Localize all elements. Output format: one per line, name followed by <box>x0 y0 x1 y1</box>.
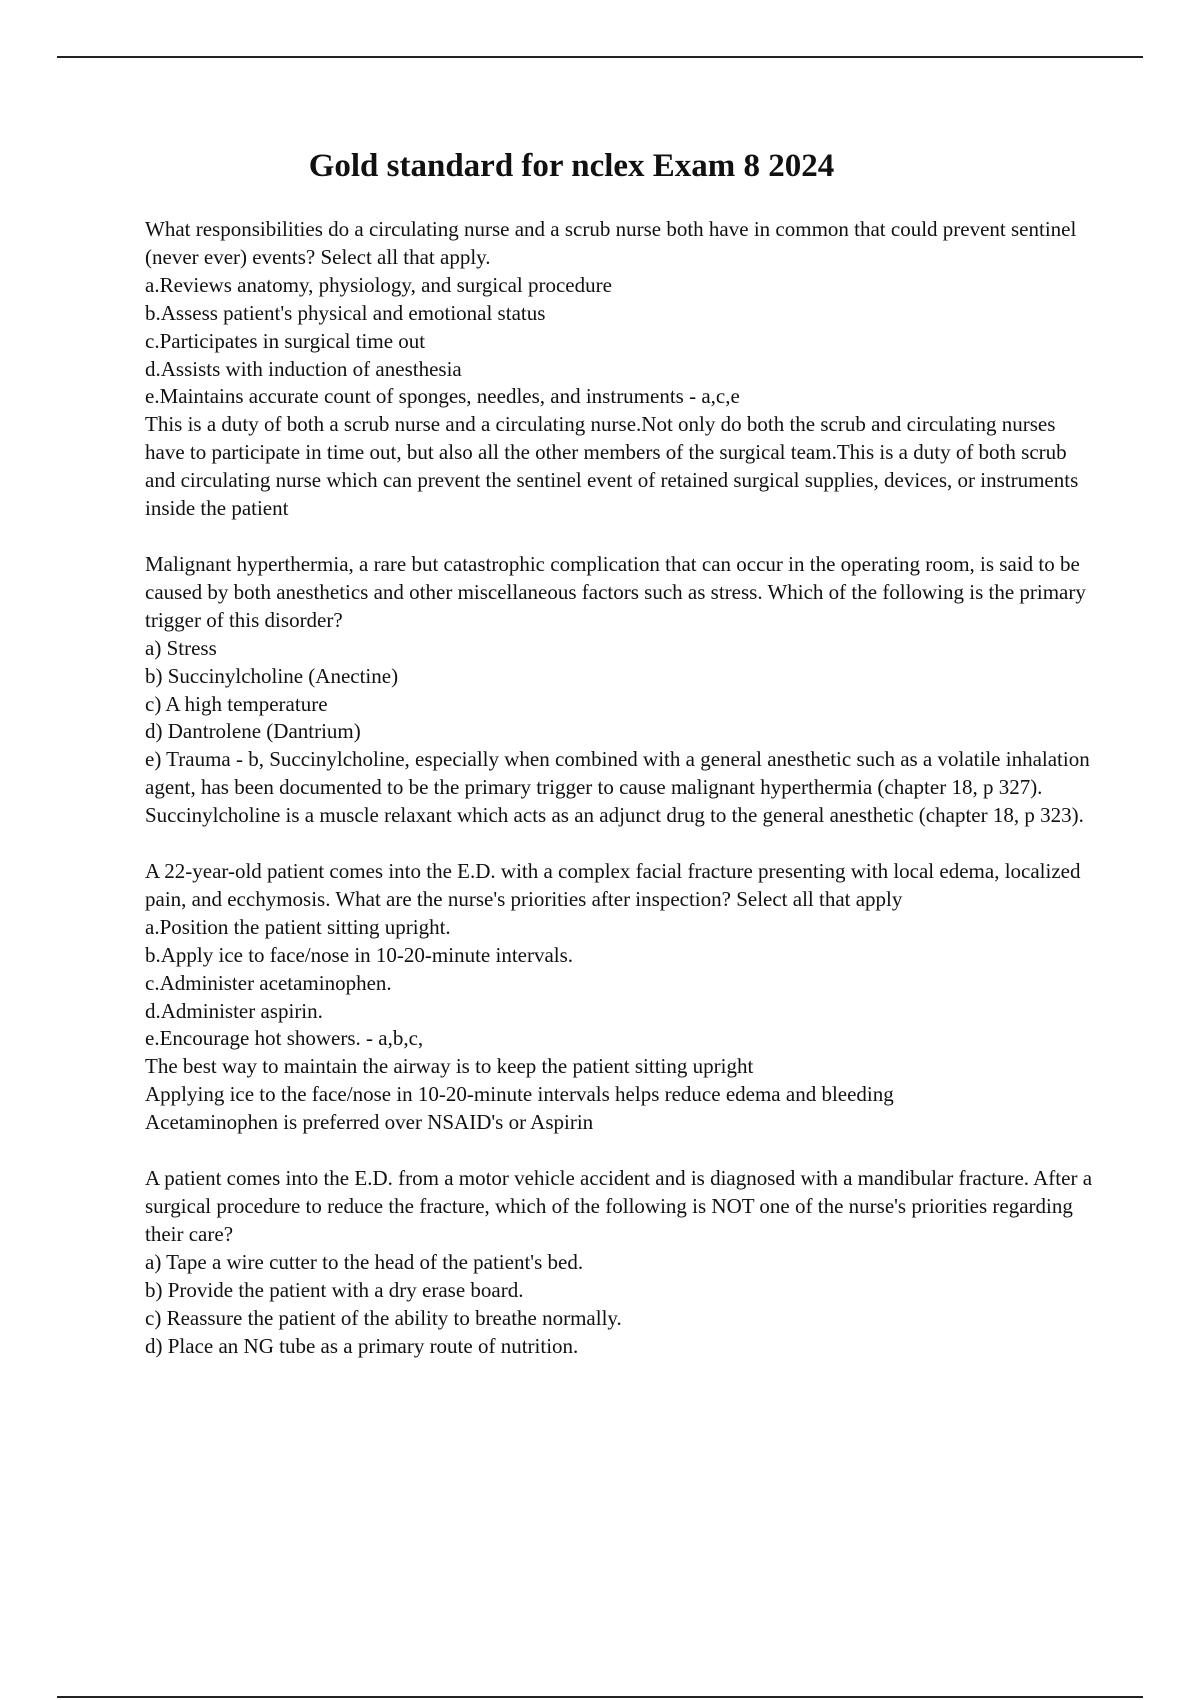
question-3-text: A 22-year-old patient comes into the E.D. with a complex facial fracture presenting with local edema, localized pain, and ecchymosis. What are the nurse's priorities after inspection? Select all that apply <box>145 859 1081 911</box>
question-3-rationale-3: Acetaminophen is preferred over NSAID's or Aspirin <box>145 1110 594 1135</box>
question-block-1 <box>145 216 1100 523</box>
question-1-rationale: This is a duty of both a scrub nurse and a circulating nurse.Not only do both the scrub and circulating nurses have to participate in time out, but also all the other members of the surgical team.This is a duty of both scrub and circulating nurse which can prevent the sentinel event of retained surgical supplies, devices, or instruments inside the patient <box>145 412 1079 521</box>
question-3-option-c: c.Administer acetaminophen. <box>145 970 392 995</box>
question-1-option-a: a.Reviews anatomy, physiology, and surgical procedure <box>145 272 612 297</box>
question-3-rationale-1: The best way to maintain the airway is to keep the patient sitting upright <box>145 1054 754 1079</box>
question-block-2 <box>145 551 1100 830</box>
question-2-option-d: d) Dantrolene (Dantrium) <box>145 719 361 744</box>
document-body <box>145 216 1100 1388</box>
bottom-rule <box>57 1696 1143 1698</box>
question-block-4 <box>145 1165 1100 1360</box>
question-2-option-b: b) Succinylcholine (Anectine) <box>145 663 399 688</box>
question-2-option-e-answer: e) Trauma - b, Succinylcholine, especially when combined with a general anesthetic such as a volatile inhalation agent, has been documented to be the primary trigger to cause malignant hyperthermia (chapter 18, p 327). Succinylcholine is a muscle relaxant which acts as an adjunct drug to the general anesthetic (chapter 18, p 323). <box>145 747 1090 828</box>
question-3-option-b: b.Apply ice to face/nose in 10-20-minute intervals. <box>145 942 574 967</box>
question-4-option-b: b) Provide the patient with a dry erase board. <box>145 1277 524 1302</box>
question-block-3 <box>145 858 1100 1137</box>
question-3-option-d: d.Administer aspirin. <box>145 998 323 1023</box>
question-3-rationale-2: Applying ice to the face/nose in 10-20-minute intervals helps reduce edema and bleeding <box>145 1082 894 1107</box>
question-1-option-c: c.Participates in surgical time out <box>145 328 426 353</box>
question-2-text: Malignant hyperthermia, a rare but catastrophic complication that can occur in the operating room, is said to be caused by both anesthetics and other miscellaneous factors such as stress. Which of the following is the primary trigger of this disorder? <box>145 551 1086 632</box>
question-2-option-c: c) A high temperature <box>145 691 328 716</box>
question-1-option-b: b.Assess patient's physical and emotional status <box>145 300 546 325</box>
question-4-option-d: d) Place an NG tube as a primary route of nutrition. <box>145 1333 579 1358</box>
question-1-option-d: d.Assists with induction of anesthesia <box>145 356 462 381</box>
question-1-option-e-answer: e.Maintains accurate count of sponges, needles, and instruments - a,c,e <box>145 384 740 409</box>
question-3-option-a: a.Position the patient sitting upright. <box>145 914 451 939</box>
question-4-text: A patient comes into the E.D. from a motor vehicle accident and is diagnosed with a mandibular fracture. After a surgical procedure to reduce the fracture, which of the following is NOT one of the nurse's priorities regarding their care? <box>145 1166 1093 1246</box>
question-4-option-a: a) Tape a wire cutter to the head of the patient's bed. <box>145 1249 584 1274</box>
top-rule <box>57 56 1143 58</box>
question-3-option-e-answer: e.Encourage hot showers. - a,b,c, <box>145 1026 424 1051</box>
question-1-text: What responsibilities do a circulating nurse and a scrub nurse both have in common that could prevent sentinel (never ever) events? Select all that apply. <box>145 217 1077 269</box>
page-title: Gold standard for nclex Exam 8 2024 <box>308 148 835 184</box>
question-4-option-c: c) Reassure the patient of the ability to breathe normally. <box>145 1305 622 1330</box>
question-2-option-a: a) Stress <box>145 635 217 660</box>
